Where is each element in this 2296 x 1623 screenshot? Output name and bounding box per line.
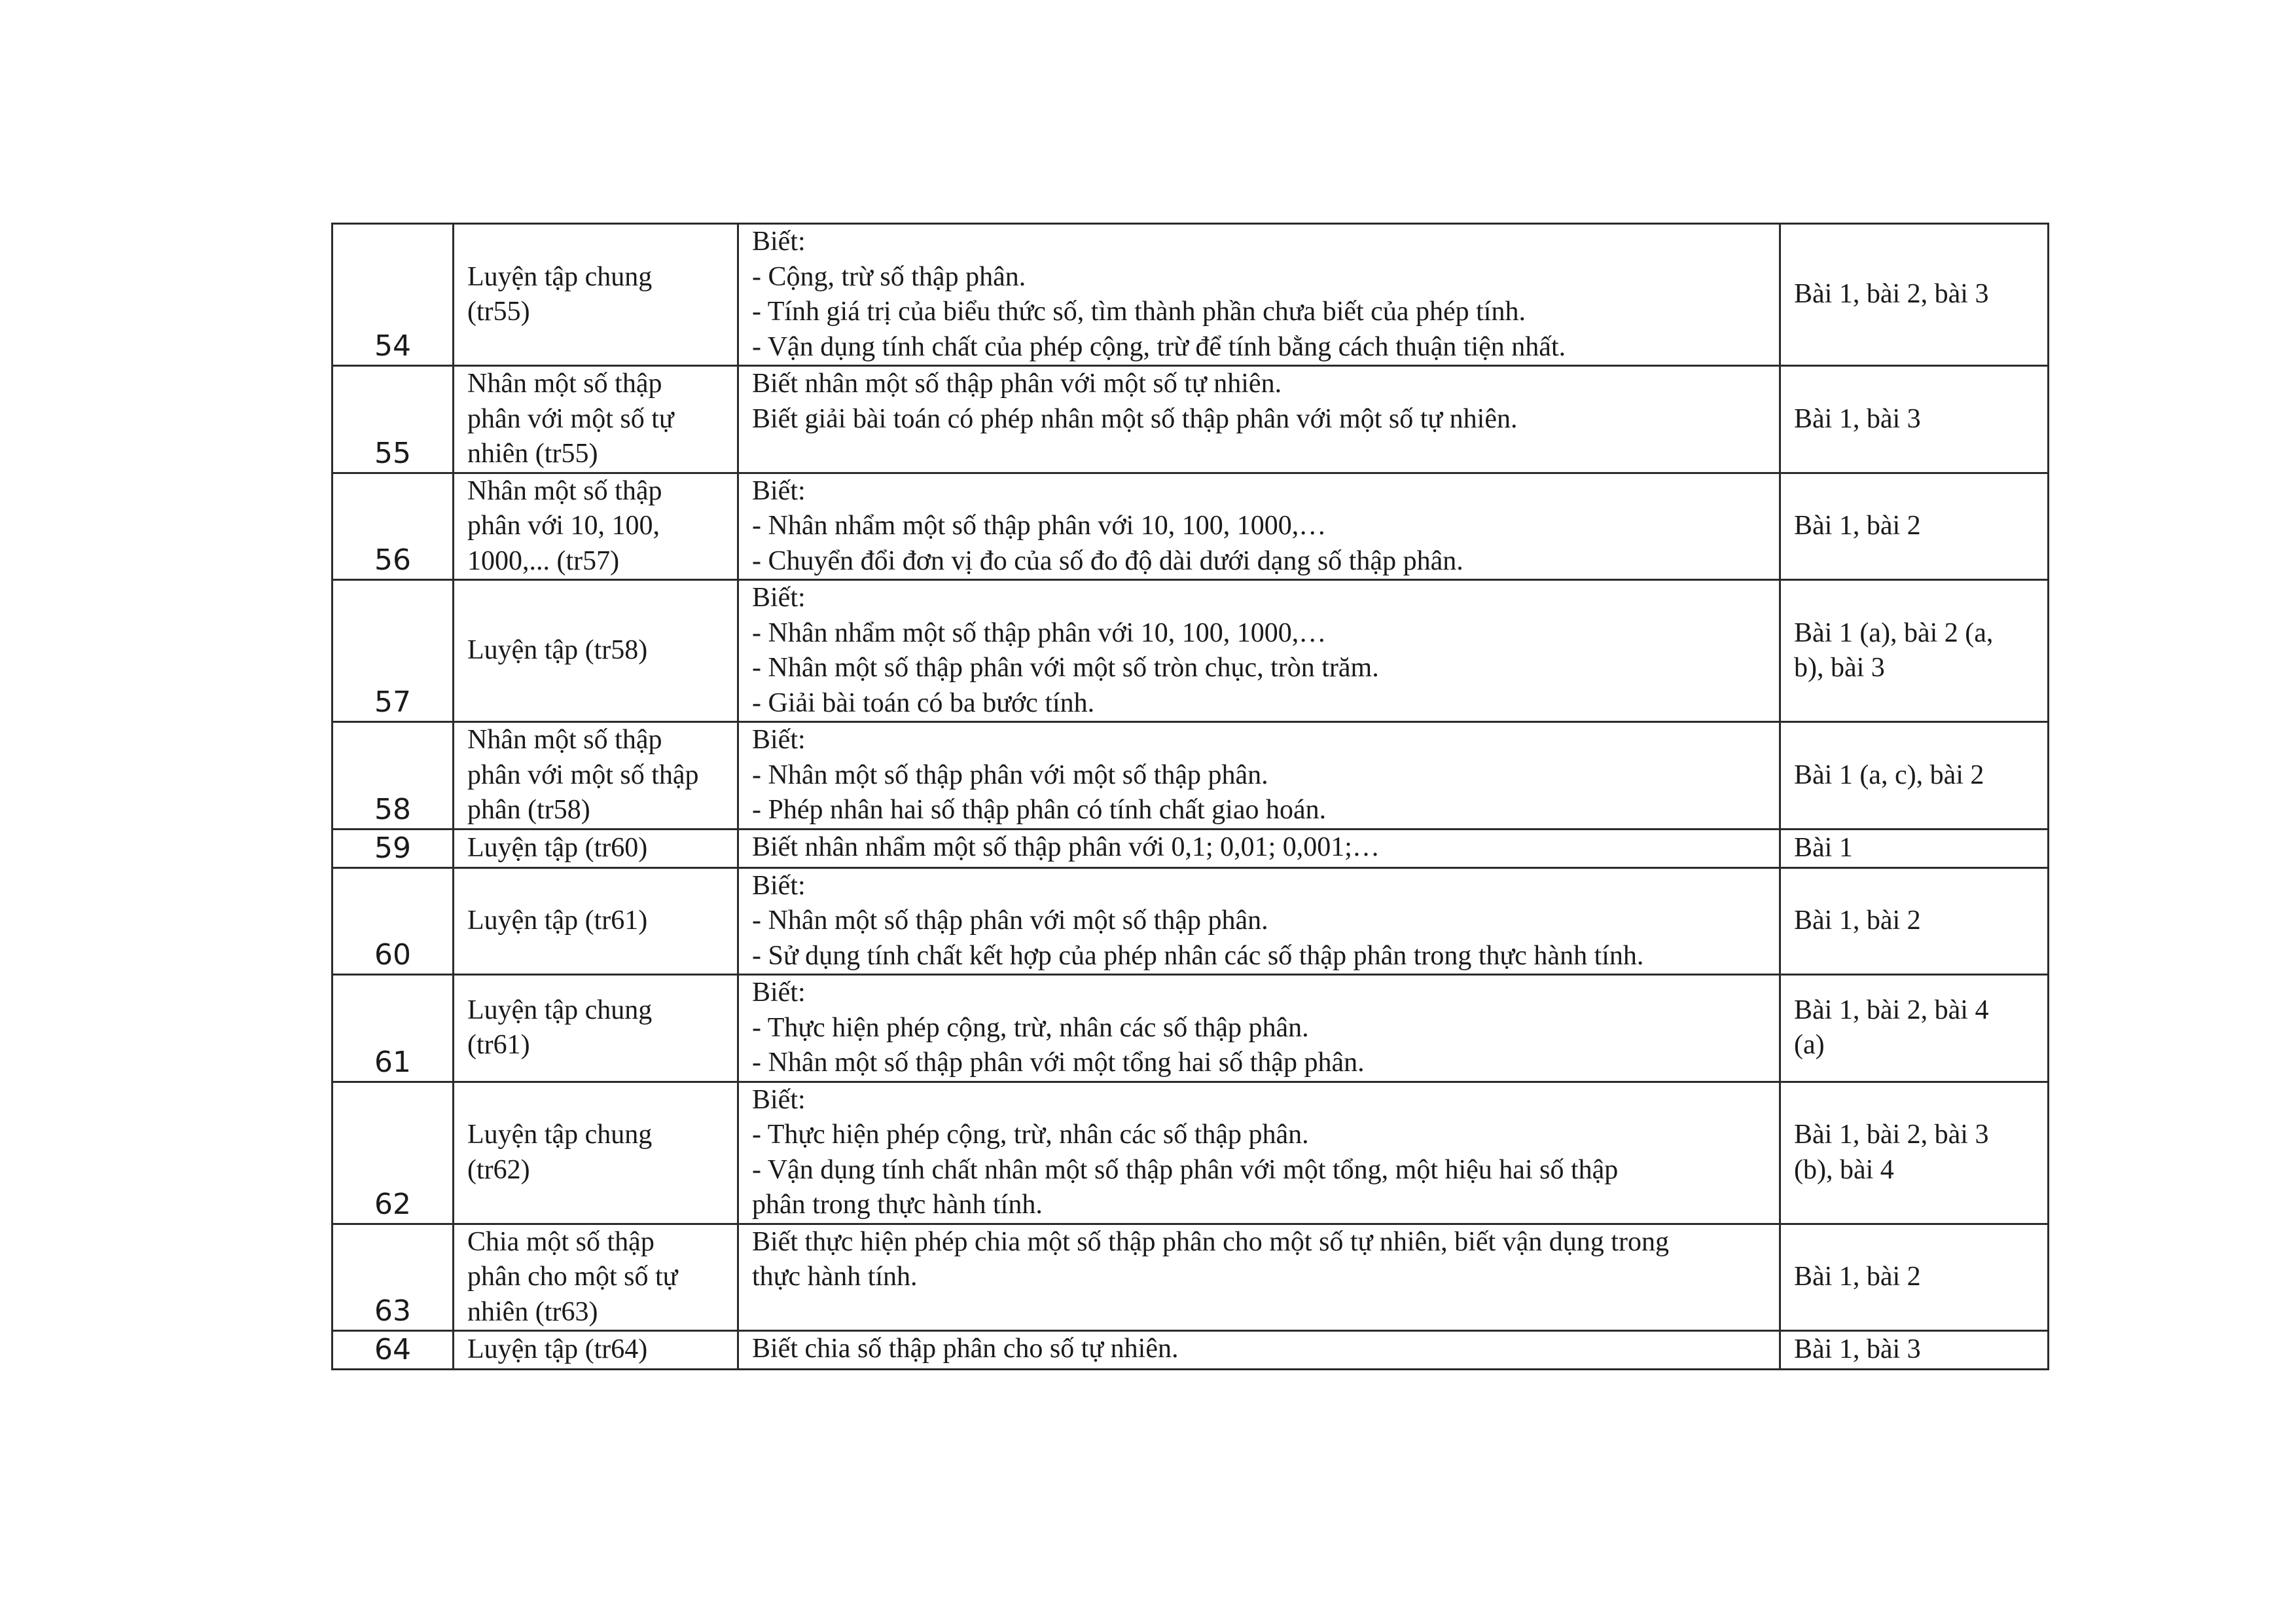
lesson-title-line: phân với một số thập	[467, 759, 699, 790]
exercise-line: Bài 1, bài 2, bài 3	[1794, 279, 1989, 310]
exercises-cell	[1780, 1224, 2049, 1331]
exercises-cell	[1780, 1082, 2049, 1224]
objectives-cell	[738, 1331, 1780, 1370]
table-row	[332, 722, 2049, 830]
lesson-number: 61	[332, 975, 454, 1082]
exercises-cell	[1780, 224, 2049, 366]
lesson-title-cell	[454, 473, 738, 580]
exercise-line: (b), bài 4	[1794, 1154, 1894, 1185]
objective-line: - Sử dụng tính chất kết hợp của phép nhân các số thập phân trong thực hành tính.	[752, 940, 1644, 971]
objective-line: - Nhân một số thập phân với một số tròn chục, tròn trăm.	[752, 653, 1379, 683]
exercise-line: Bài 1 (a, c), bài 2	[1794, 759, 1984, 790]
objective-line: - Giải bài toán có ba bước tính.	[752, 687, 1095, 718]
lesson-number: 55	[332, 366, 454, 473]
objective-line: - Nhân nhẩm một số thập phân với 10, 100, 1000,…	[752, 617, 1327, 648]
objective-line: - Vận dụng tính chất của phép cộng, trừ để tính bằng cách thuận tiện nhất.	[752, 331, 1566, 362]
lesson-title-cell	[454, 366, 738, 473]
lesson-number: 54	[332, 224, 454, 366]
objectives-cell	[738, 975, 1780, 1082]
objectives-cell	[738, 580, 1780, 722]
objective-line: - Cộng, trừ số thập phân.	[752, 261, 1026, 292]
exercise-line: Bài 1	[1794, 832, 1853, 863]
exercise-line: Bài 1, bài 2	[1794, 905, 1921, 936]
objective-line: Biết:	[752, 583, 806, 613]
lesson-title-cell	[454, 867, 738, 975]
lesson-title-line: nhiên (tr55)	[467, 439, 598, 469]
objectives-cell	[738, 722, 1780, 830]
lesson-title-line: phân cho một số tự	[467, 1262, 678, 1292]
objective-line: Biết:	[752, 475, 806, 506]
exercises-cell	[1780, 473, 2049, 580]
lesson-title-line: Nhân một số thập	[467, 725, 662, 755]
exercise-line: Bài 1, bài 3	[1794, 403, 1921, 434]
lesson-title-line: nhiên (tr63)	[467, 1296, 598, 1327]
lesson-title-cell	[454, 975, 738, 1082]
objectives-cell	[738, 829, 1780, 867]
lesson-title-line: phân với một số tự	[467, 403, 674, 434]
lesson-title-line: (tr55)	[467, 297, 530, 327]
objective-line: thực hành tính.	[752, 1262, 918, 1292]
objective-line: - Nhân một số thập phân với một số thập phân.	[752, 759, 1268, 790]
objective-line: - Phép nhân hai số thập phân có tính chất giao hoán.	[752, 795, 1327, 825]
table-row	[332, 1331, 2049, 1370]
exercise-line: Bài 1, bài 2, bài 4	[1794, 994, 1989, 1025]
exercise-line: Bài 1, bài 2, bài 3	[1794, 1120, 1989, 1150]
lesson-number: 58	[332, 722, 454, 830]
objective-line: - Nhân nhẩm một số thập phân với 10, 100, 1000,…	[752, 511, 1327, 541]
table-row	[332, 829, 2049, 867]
lesson-title-line: Luyện tập chung	[467, 994, 653, 1025]
objective-line: Biết:	[752, 977, 806, 1008]
objective-line: Biết:	[752, 725, 806, 755]
lesson-title-cell	[454, 722, 738, 830]
lesson-title-line: phân (tr58)	[467, 795, 590, 825]
exercises-cell	[1780, 580, 2049, 722]
table-row	[332, 975, 2049, 1082]
lesson-title-cell	[454, 829, 738, 867]
lesson-title-line: Luyện tập (tr61)	[467, 905, 648, 936]
table-row	[332, 224, 2049, 366]
exercises-cell	[1780, 975, 2049, 1082]
lesson-title-cell	[454, 1082, 738, 1224]
lesson-number: 59	[332, 829, 454, 867]
exercise-line: Bài 1, bài 2	[1794, 511, 1921, 541]
lesson-title-line: (tr62)	[467, 1154, 530, 1185]
exercise-line: Bài 1, bài 3	[1794, 1334, 1921, 1365]
lesson-title-cell	[454, 1331, 738, 1370]
objective-line: - Chuyển đổi đơn vị đo của số đo độ dài dưới dạng số thập phân.	[752, 545, 1463, 576]
lesson-number: 60	[332, 867, 454, 975]
lesson-title-line: Luyện tập (tr64)	[467, 1334, 648, 1365]
lesson-title-cell	[454, 580, 738, 722]
exercises-cell	[1780, 1331, 2049, 1370]
table-row	[332, 366, 2049, 473]
objective-line: Biết:	[752, 1084, 806, 1115]
objectives-cell	[738, 1224, 1780, 1331]
objective-line: Biết chia số thập phân cho số tự nhiên.	[752, 1334, 1179, 1364]
lesson-title-line: Luyện tập chung	[467, 261, 653, 292]
lesson-title-line: Luyện tập (tr58)	[467, 635, 648, 666]
exercises-cell	[1780, 366, 2049, 473]
exercises-cell	[1780, 867, 2049, 975]
exercise-line: Bài 1, bài 2	[1794, 1262, 1921, 1292]
objective-line: - Tính giá trị của biểu thức số, tìm thành phần chưa biết của phép tính.	[752, 297, 1526, 327]
table-row	[332, 867, 2049, 975]
lesson-title-line: Nhân một số thập	[467, 369, 662, 399]
objective-line: Biết:	[752, 870, 806, 901]
exercises-cell	[1780, 722, 2049, 830]
objectives-cell	[738, 1082, 1780, 1224]
exercises-cell	[1780, 829, 2049, 867]
objective-line: Biết thực hiện phép chia một số thập phân cho một số tự nhiên, biết vận dụng trong	[752, 1226, 1669, 1257]
lesson-title-cell	[454, 224, 738, 366]
objective-line: - Nhân một số thập phân với một tổng hai số thập phân.	[752, 1048, 1365, 1078]
lesson-title-cell	[454, 1224, 738, 1331]
objective-line: - Thực hiện phép cộng, trừ, nhân các số thập phân.	[752, 1120, 1309, 1150]
lesson-table-body	[332, 224, 2049, 1370]
lesson-title-line: Nhân một số thập	[467, 475, 662, 506]
lesson-title-line: Luyện tập chung	[467, 1120, 653, 1150]
objectives-cell	[738, 366, 1780, 473]
objective-line: Biết nhân một số thập phân với một số tự nhiên.	[752, 369, 1282, 399]
lesson-number: 57	[332, 580, 454, 722]
objective-line: Biết:	[752, 227, 806, 257]
lesson-title-line: Chia một số thập	[467, 1226, 655, 1257]
objectives-cell	[738, 224, 1780, 366]
lesson-number: 64	[332, 1331, 454, 1370]
table-row	[332, 1082, 2049, 1224]
lesson-plan-table	[331, 223, 2049, 1370]
table-row	[332, 1224, 2049, 1331]
lesson-title-line: (tr61)	[467, 1030, 530, 1061]
objective-line: Biết nhân nhẩm một số thập phân với 0,1; 0,01; 0,001;…	[752, 831, 1380, 862]
lesson-number: 62	[332, 1082, 454, 1224]
objectives-cell	[738, 867, 1780, 975]
objective-line: - Vận dụng tính chất nhân một số thập phân với một tổng, một hiệu hai số thập	[752, 1154, 1619, 1185]
table-row	[332, 473, 2049, 580]
objectives-cell	[738, 473, 1780, 580]
exercise-line: Bài 1 (a), bài 2 (a,	[1794, 617, 1994, 648]
objective-line: phân trong thực hành tính.	[752, 1190, 1043, 1220]
lesson-title-line: 1000,... (tr57)	[467, 545, 620, 576]
exercise-line: (a)	[1794, 1030, 1825, 1061]
exercise-line: b), bài 3	[1794, 653, 1885, 683]
objective-line: - Thực hiện phép cộng, trừ, nhân các số thập phân.	[752, 1012, 1309, 1043]
lesson-number: 63	[332, 1224, 454, 1331]
objective-line: Biết giải bài toán có phép nhân một số thập phân với một số tự nhiên.	[752, 403, 1518, 434]
table-row	[332, 580, 2049, 722]
objective-line: - Nhân một số thập phân với một số thập phân.	[752, 905, 1268, 936]
lesson-title-line: phân với 10, 100,	[467, 511, 660, 541]
lesson-number: 56	[332, 473, 454, 580]
lesson-title-line: Luyện tập (tr60)	[467, 832, 648, 863]
